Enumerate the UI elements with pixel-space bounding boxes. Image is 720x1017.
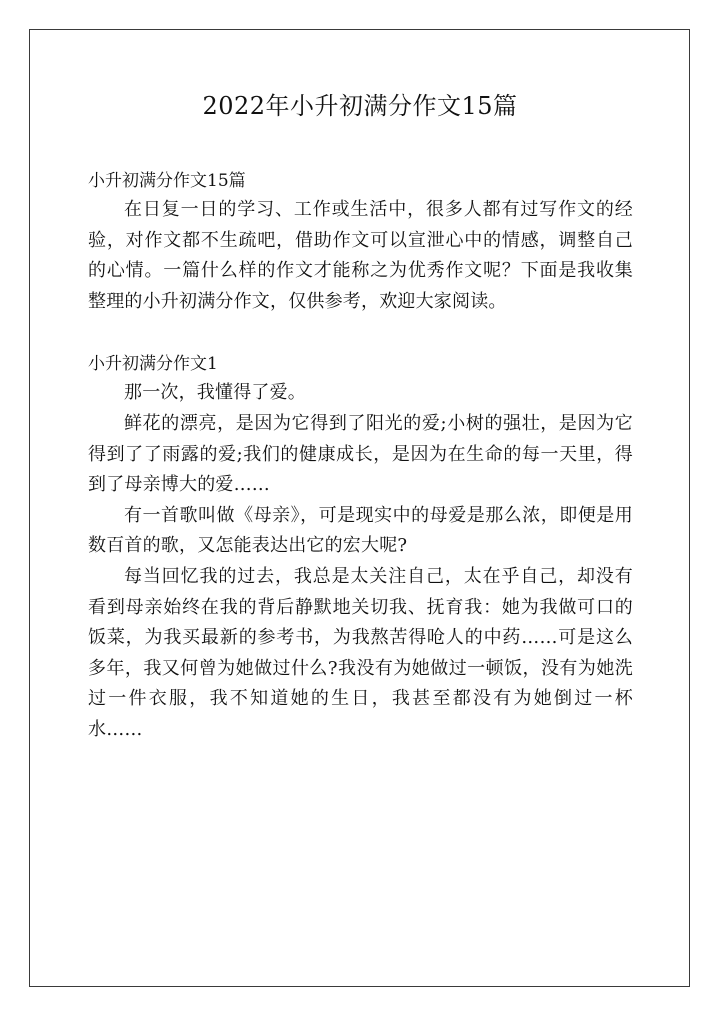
essay-paragraph: 每当回忆我的过去，我总是太关注自己，太在乎自己，却没有看到母亲始终在我的背后静默地关切我、抚育我：她为我做可口的饭菜，为我买最新的参考书，为我熬苦得呛人的中药……可是这么多年，我又何曾为她做过什么?我没有为她做过一顿饭，没有为她洗过一件衣服，我不知道她的生日，我甚至都没有为她倒过一杯水…… [88, 565, 633, 740]
document-subtitle: 小升初满分作文15篇 [88, 171, 246, 191]
essay-paragraph: 有一首歌叫做《母亲》，可是现实中的母爱是那么浓，即便是用数百首的歌，又怎能表达出它的宏大呢? [88, 504, 633, 557]
section-spacer [88, 317, 633, 351]
intro-paragraph: 在日复一日的学习、工作或生活中，很多人都有过写作文的经验，对作文都不生疏吧，借助作文可以宣泄心中的情感，调整自己的心情。一篇什么样的作文才能称之为优秀作文呢？下面是我收集整理的小升初满分作文，仅供参考，欢迎大家阅读。 [88, 199, 633, 312]
document-body [88, 168, 633, 746]
essay-heading: 小升初满分作文1 [88, 354, 218, 375]
essay-paragraph: 鲜花的漂亮，是因为它得到了阳光的爱;小树的强壮，是因为它得到了了雨露的爱;我们的健康成长，是因为在生命的每一天里，得到了母亲博大的爱…… [88, 412, 633, 496]
document-title: 2022年小升初满分作文15篇 [202, 92, 518, 120]
essay-paragraph: 那一次，我懂得了爱。 [124, 382, 306, 404]
